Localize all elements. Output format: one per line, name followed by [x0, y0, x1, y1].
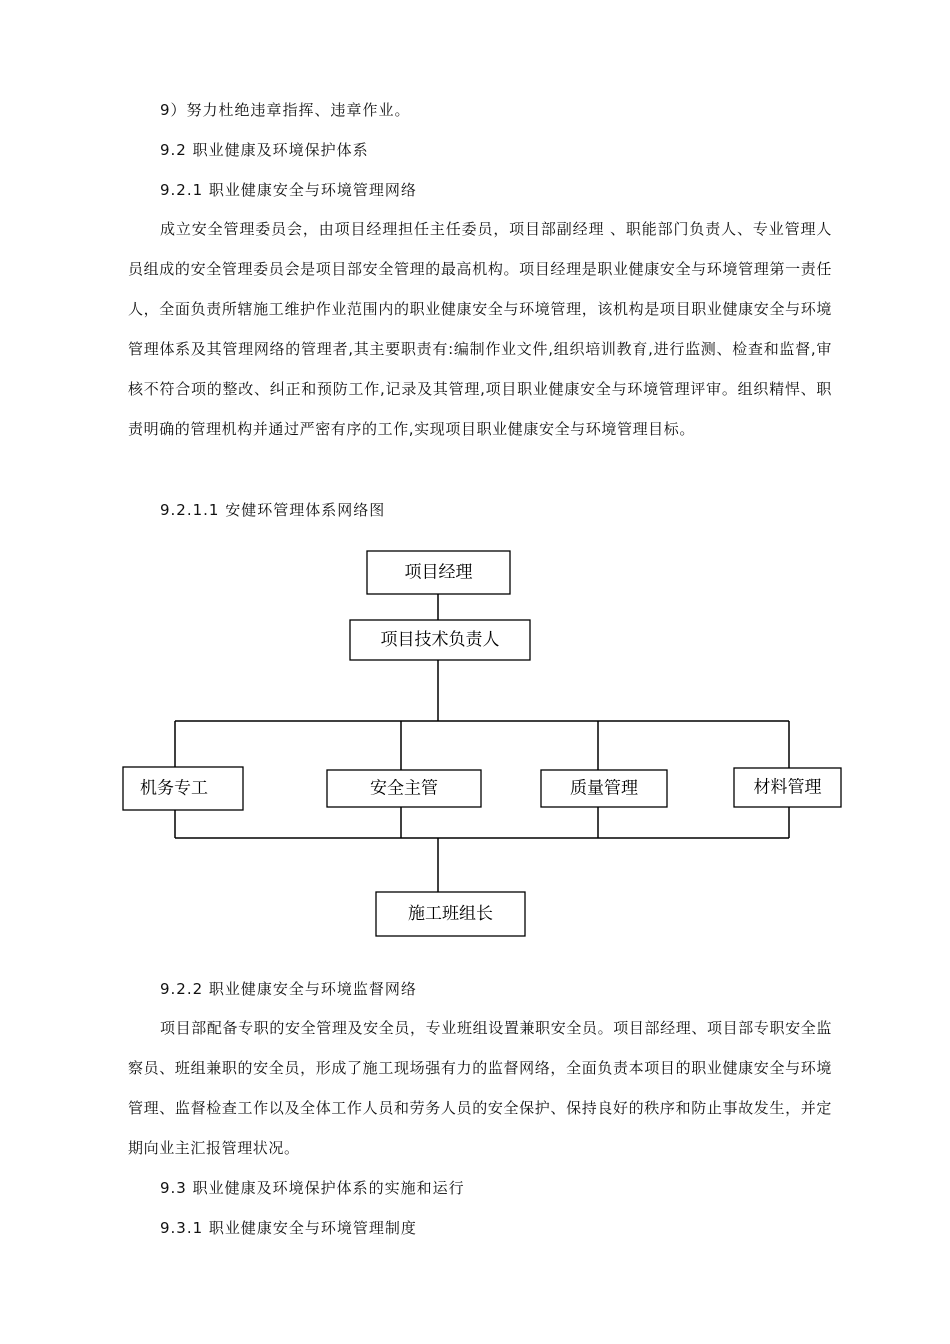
paragraph-supervision-network: 项目部配备专职的安全管理及安全员，专业班组设置兼职安全员。项目部经理、项目部专职安全监察员、班组兼职的安全员，形成了施工现场强有力的监督网络，全面负责本项目的职业健康安全与环境管理、监督检查工作以及全体工作人员和劳务人员的安全保护、保持良好的秩序和防止事故发生，并定期向业主汇报管理状况。 [128, 1019, 832, 1157]
org-node-dept-2 [327, 770, 481, 807]
section-heading-9-2-1: 9.2.1 职业健康安全与环境管理网络 [160, 181, 417, 199]
svg-text:安全主管: 安全主管 [370, 778, 438, 799]
org-node-technical-lead [350, 620, 530, 660]
svg-text:项目经理: 项目经理 [404, 562, 473, 583]
section-heading-9-3-1: 9.3.1 职业健康安全与环境管理制度 [160, 1219, 417, 1237]
section-heading-9-2-1-1: 9.2.1.1 安健环管理体系网络图 [160, 501, 386, 519]
org-node-dept-3 [541, 770, 667, 807]
svg-text:项目技术负责人: 项目技术负责人 [380, 630, 500, 650]
paragraph-management-committee: 成立安全管理委员会，由项目经理担任主任委员，项目部副经理 、职能部门负责人、专业管理人员组成的安全管理委员会是项目部安全管理的最高机构。项目经理是职业健康安全与环境管理第一责任人，全面负责所辖施工维护作业范围内的职业健康安全与环境管理，该机构是项目职业健康安全与环境管理体系及其管理网络的管理者,其主要职责有:编制作业文件,组织培训教育,进行监测、检查和监督,审核不符合项的整改、纠正和预防工作,记录及其管理,项目职业健康安全与环境管理评审。组织精悍、职责明确的管理机构并通过严密有序的工作,实现项目职业健康安全与环境管理目标。 [128, 220, 832, 438]
section-heading-9-2: 9.2 职业健康及环境保护体系 [160, 141, 369, 159]
org-node-dept-4 [734, 768, 841, 807]
svg-text:施工班组长: 施工班组长 [408, 904, 493, 924]
org-node-team-leader [376, 892, 525, 936]
org-node-project-manager [367, 551, 510, 594]
svg-text:材料管理: 材料管理 [753, 777, 822, 798]
section-heading-9-2-2: 9.2.2 职业健康安全与环境监督网络 [160, 980, 417, 998]
list-item-9: 9）努力杜绝违章指挥、违章作业。 [160, 101, 411, 119]
svg-text:机务专工: 机务专工 [140, 778, 208, 799]
org-node-dept-1 [123, 767, 243, 810]
svg-text:质量管理: 质量管理 [570, 778, 638, 799]
section-heading-9-3: 9.3 职业健康及环境保护体系的实施和运行 [160, 1179, 465, 1197]
